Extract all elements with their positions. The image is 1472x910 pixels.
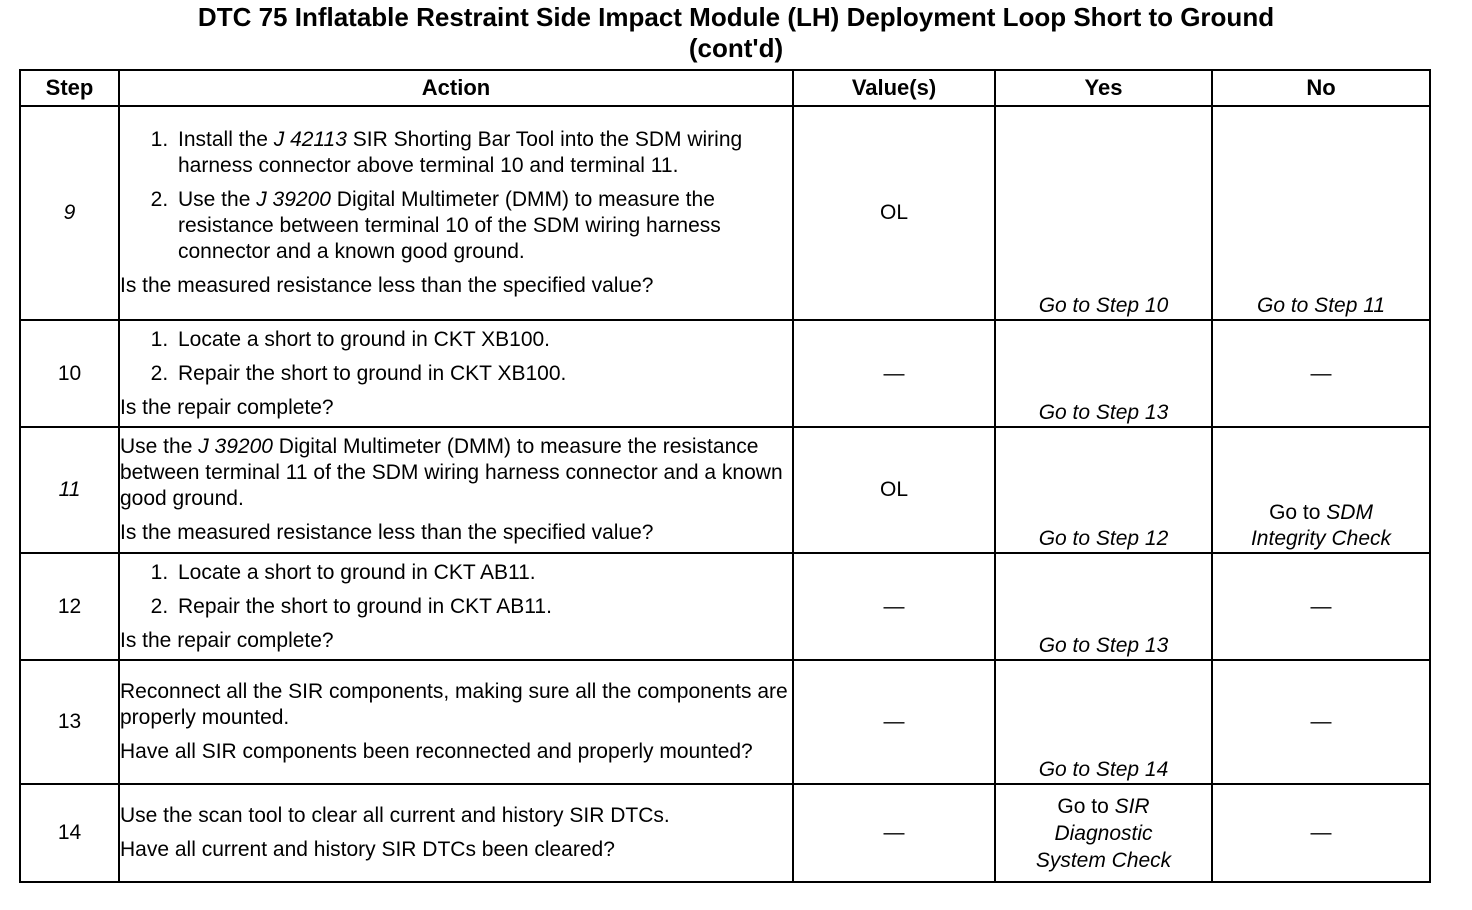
action-cell (119, 660, 793, 784)
tool-reference[interactable]: J 39200 (198, 435, 273, 458)
table-row-step-13 (20, 660, 1430, 784)
action-question: Is the repair complete? (120, 395, 334, 419)
value-cell: — (793, 553, 995, 660)
step-number: 9 (20, 106, 119, 320)
header-no: No (1212, 70, 1430, 106)
value-cell: OL (793, 106, 995, 320)
step-number: 13 (20, 660, 119, 784)
step-number: 11 (20, 427, 119, 553)
yes-link[interactable]: Go to Step 13 (995, 553, 1212, 660)
value-cell: — (793, 320, 995, 427)
action-steps (120, 560, 792, 620)
action-steps (120, 327, 792, 387)
action-steps (120, 127, 792, 265)
value-cell: — (793, 784, 995, 882)
action-cell (119, 553, 793, 660)
action-question: Have all current and history SIR DTCs been cleared? (120, 838, 615, 861)
table-row-step-14 (20, 784, 1430, 882)
header-yes: Yes (995, 70, 1212, 106)
action-question: Is the repair complete? (120, 628, 334, 652)
no-cell: — (1212, 553, 1430, 660)
no-cell: — (1212, 660, 1430, 784)
title-line-2: (cont'd) (688, 33, 784, 63)
yes-link[interactable]: Go to Step 14 (995, 660, 1212, 784)
value-cell: OL (793, 427, 995, 553)
action-question: Have all SIR components been reconnected and properly mounted? (120, 740, 753, 763)
action-step-1: 1. Install the J 42113 SIR Shorting Bar Tool into the SDM wiring harness connector above terminal 10 and terminal 11. (174, 127, 792, 179)
tool-reference[interactable]: J 39200 (256, 188, 331, 211)
yes-link[interactable]: Go to Step 12 (995, 427, 1212, 553)
action-cell (119, 427, 793, 553)
action-cell (119, 320, 793, 427)
action-question: Is the measured resistance less than the specified value? (120, 274, 654, 297)
action-step-2: 2. Repair the short to ground in CKT AB11. (174, 594, 792, 620)
step-number: 12 (20, 553, 119, 660)
yes-link[interactable]: Go to Step 10 (995, 106, 1212, 320)
no-link[interactable]: Go to Step 11 (1212, 106, 1430, 320)
no-cell: — (1212, 320, 1430, 427)
yes-link[interactable]: Go to Step 13 (995, 320, 1212, 427)
action-cell (119, 106, 793, 320)
dtc-table (19, 69, 1431, 883)
header-row (20, 70, 1430, 106)
action-step-2: 2. Use the J 39200 Digital Multimeter (DMM) to measure the resistance between terminal 10 of the SDM wiring harness connector and a known good ground. (174, 187, 792, 265)
action-step-2: 2. Repair the short to ground in CKT XB100. (174, 361, 792, 387)
yes-link[interactable]: Go to SIR Diagnostic System Check (995, 784, 1212, 882)
action-step-1: 1. Locate a short to ground in CKT AB11. (174, 560, 792, 586)
value-cell: — (793, 660, 995, 784)
tool-reference[interactable]: J 42113 (273, 128, 347, 151)
no-link[interactable]: Go to SDM Integrity Check (1212, 427, 1430, 553)
step-number: 10 (20, 320, 119, 427)
action-text: Use the scan tool to clear all current and history SIR DTCs. (120, 804, 670, 827)
header-action: Action (119, 70, 793, 106)
step-number: 14 (20, 784, 119, 882)
document-title (0, 2, 1472, 64)
header-values: Value(s) (793, 70, 995, 106)
table-row-step-9 (20, 106, 1430, 320)
table-row-step-12 (20, 553, 1430, 660)
action-text: Use the J 39200 Digital Multimeter (DMM) to measure the resistance between terminal 11 of the SDM wiring harness connector and a known good ground. (120, 435, 783, 510)
action-text: Reconnect all the SIR components, making sure all the components are properly mounted. (120, 680, 788, 729)
table-row-step-11 (20, 427, 1430, 553)
action-cell (119, 784, 793, 882)
title-line-1: DTC 75 Inflatable Restraint Side Impact Module (LH) Deployment Loop Short to Ground (197, 2, 1275, 32)
header-step: Step (20, 70, 119, 106)
action-step-1: 1. Locate a short to ground in CKT XB100. (174, 327, 792, 353)
action-question: Is the measured resistance less than the specified value? (120, 521, 654, 544)
no-cell: — (1212, 784, 1430, 882)
table-row-step-10 (20, 320, 1430, 427)
